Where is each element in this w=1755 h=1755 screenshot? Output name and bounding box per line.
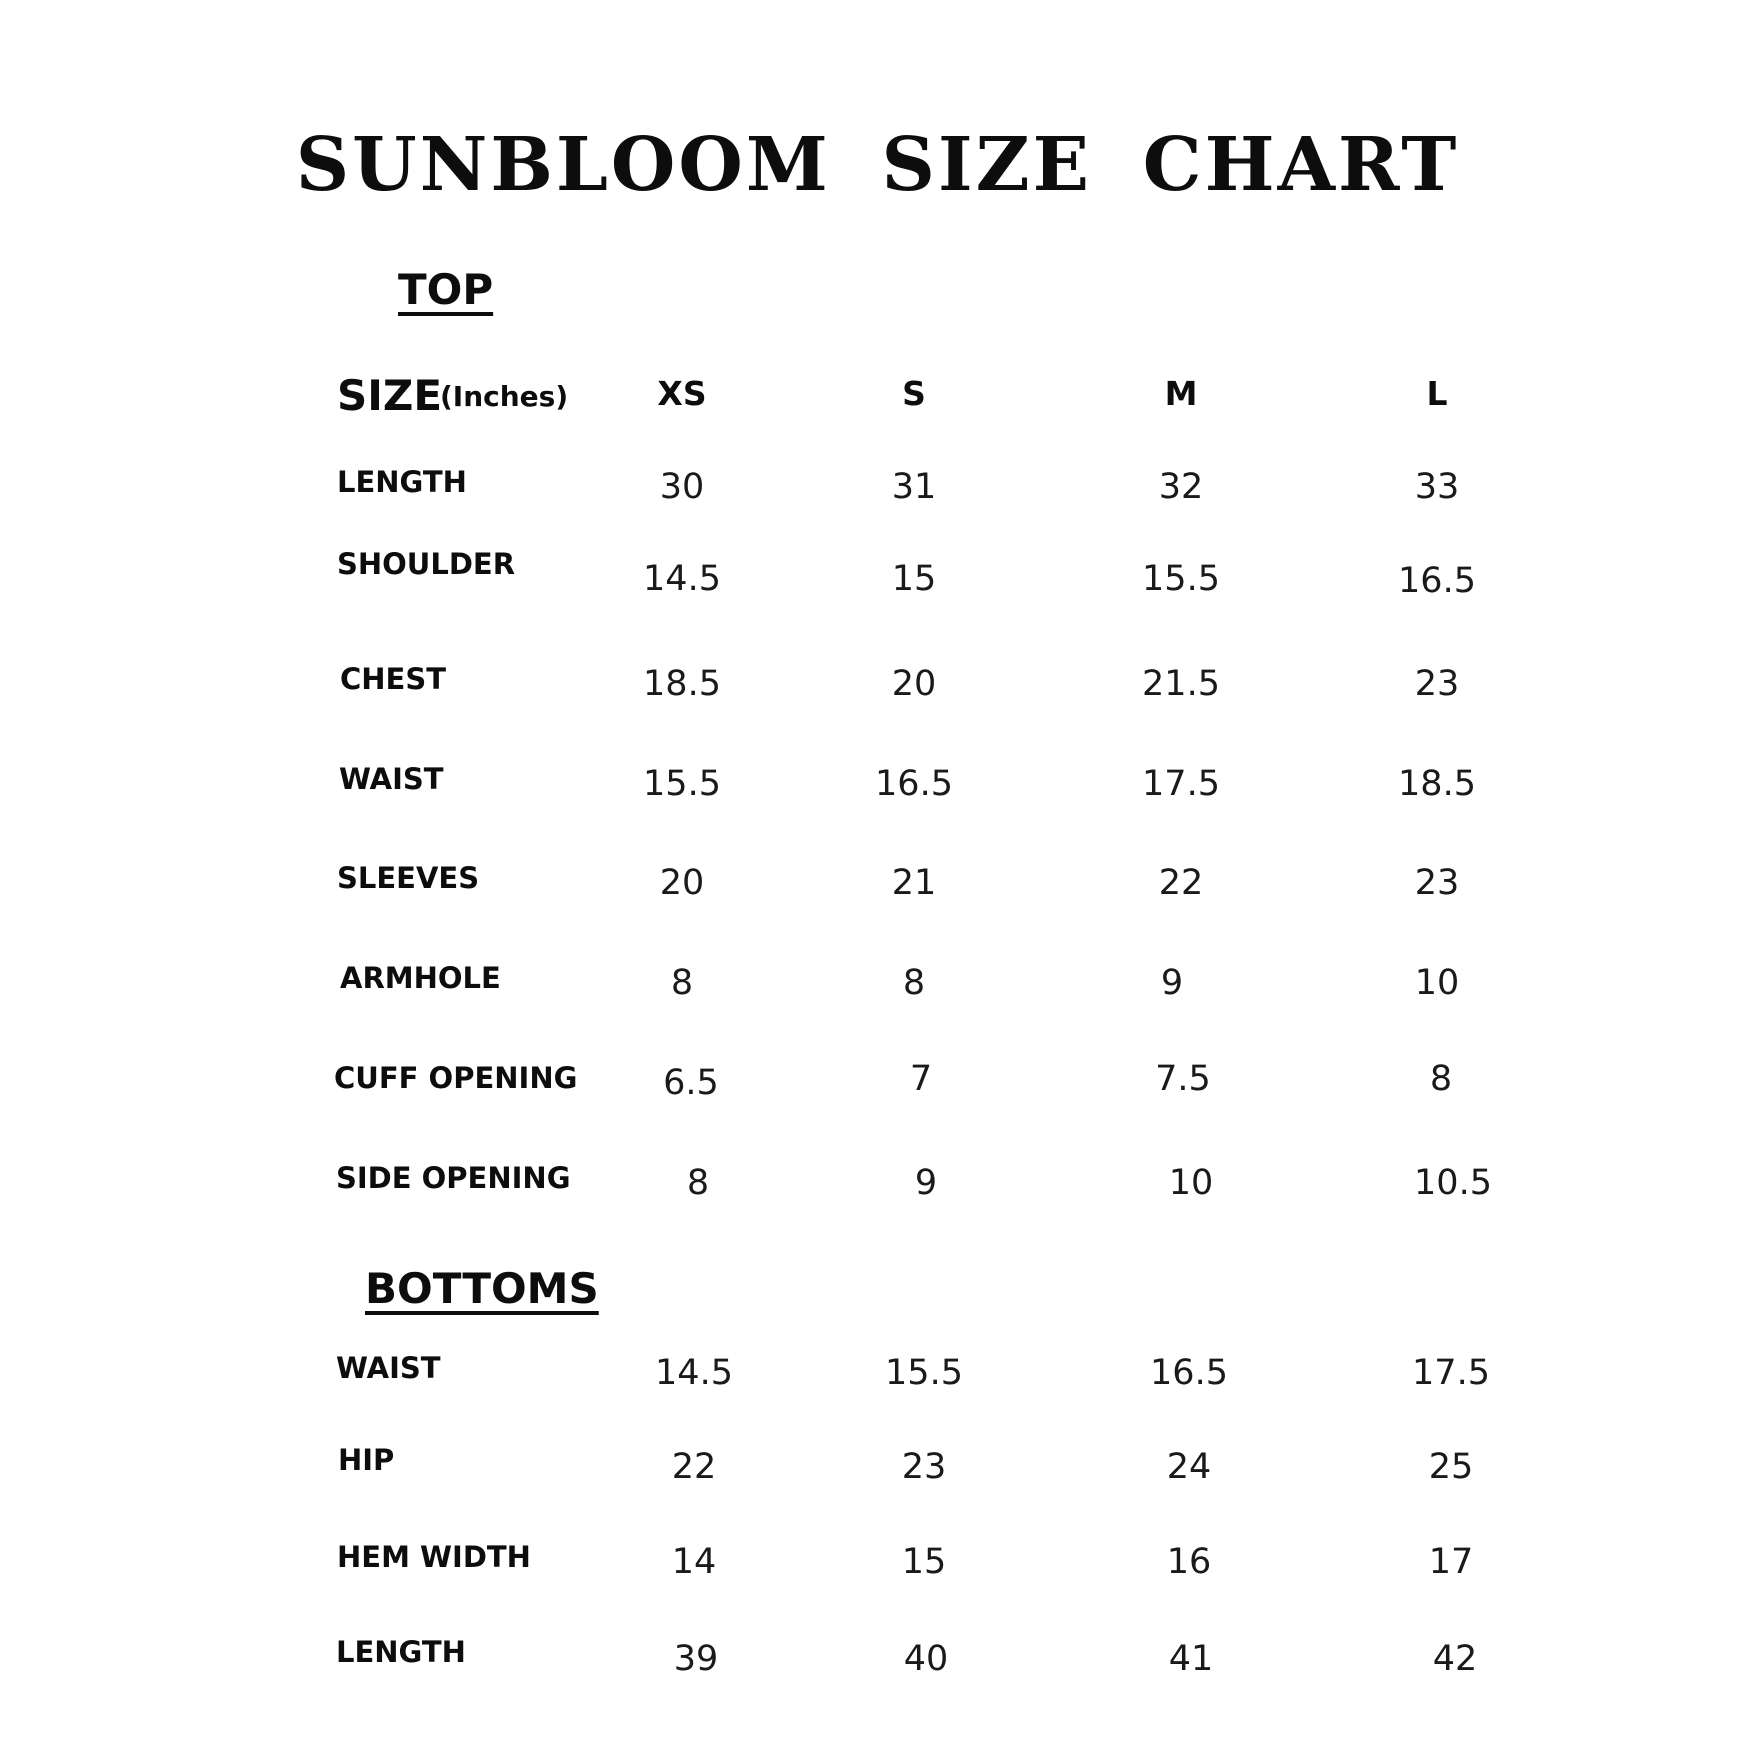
row-label: LENGTH — [336, 1635, 466, 1669]
cell-value: 6.5 — [663, 1063, 719, 1103]
row-label: CHEST — [340, 662, 447, 696]
cell-value: 16.5 — [1150, 1353, 1228, 1393]
cell-value: 10 — [1414, 963, 1460, 1003]
cell-value: 18.5 — [1398, 764, 1476, 804]
cell-value: 20 — [659, 863, 705, 903]
cell-value: 8 — [686, 1163, 710, 1203]
page-title: SUNBLOOM SIZE CHART — [295, 122, 1460, 208]
row-label: LENGTH — [337, 465, 467, 499]
cell-value: 22 — [671, 1447, 717, 1487]
row-label: HIP — [338, 1443, 395, 1477]
table-row — [0, 1161, 1755, 1224]
cell-value: 7.5 — [1155, 1059, 1211, 1099]
section-heading-bottoms: BOTTOMS — [365, 1264, 599, 1313]
cell-value: 23 — [1414, 863, 1460, 903]
table-row — [0, 961, 1755, 1024]
cell-value: 8 — [1429, 1059, 1453, 1099]
cell-value: 18.5 — [643, 664, 721, 704]
cell-value: 31 — [891, 467, 937, 507]
cell-value: 15 — [901, 1542, 947, 1582]
cell-value: 32 — [1158, 467, 1204, 507]
cell-value: 16 — [1166, 1542, 1212, 1582]
size-header-m: M — [1164, 374, 1198, 413]
row-label: WAIST — [336, 1351, 441, 1385]
cell-value: 21 — [891, 863, 937, 903]
cell-value: 33 — [1414, 467, 1460, 507]
cell-value: 9 — [914, 1163, 938, 1203]
table-row — [0, 1059, 1755, 1124]
cell-value: 14.5 — [655, 1353, 733, 1393]
unit-label: (Inches) — [440, 380, 569, 413]
table-row — [0, 762, 1755, 825]
cell-value: 17.5 — [1412, 1353, 1490, 1393]
cell-value: 15.5 — [1142, 559, 1220, 599]
cell-value: 30 — [659, 467, 705, 507]
cell-value: 10.5 — [1414, 1163, 1492, 1203]
cell-value: 14 — [671, 1542, 717, 1582]
cell-value: 9 — [1160, 963, 1184, 1003]
cell-value: 16.5 — [1398, 561, 1476, 601]
cell-value: 14.5 — [643, 559, 721, 599]
row-label: SIDE OPENING — [336, 1161, 571, 1195]
cell-value: 25 — [1428, 1447, 1474, 1487]
cell-value: 8 — [670, 963, 694, 1003]
cell-value: 42 — [1432, 1639, 1478, 1679]
cell-value: 8 — [902, 963, 926, 1003]
cell-value: 15.5 — [643, 764, 721, 804]
cell-value: 10 — [1168, 1163, 1214, 1203]
row-label: ARMHOLE — [340, 961, 501, 995]
table-row — [0, 547, 1755, 610]
cell-value: 15 — [891, 559, 937, 599]
size-header-s: S — [902, 374, 926, 413]
cell-value: 41 — [1168, 1639, 1214, 1679]
cell-value: 20 — [891, 664, 937, 704]
row-label: HEM WIDTH — [337, 1540, 531, 1574]
row-label: WAIST — [339, 762, 444, 796]
cell-value: 22 — [1158, 863, 1204, 903]
cell-value: 23 — [901, 1447, 947, 1487]
row-label: SHOULDER — [337, 547, 516, 581]
cell-value: 24 — [1166, 1447, 1212, 1487]
table-row — [0, 1635, 1755, 1698]
size-label: SIZE — [337, 371, 443, 420]
table-row — [0, 861, 1755, 924]
table-row — [0, 662, 1755, 725]
row-label: CUFF OPENING — [334, 1061, 578, 1095]
table-row — [0, 1540, 1755, 1603]
cell-value: 21.5 — [1142, 664, 1220, 704]
cell-value: 40 — [903, 1639, 949, 1679]
cell-value: 7 — [909, 1059, 933, 1099]
cell-value: 15.5 — [885, 1353, 963, 1393]
size-header-row — [0, 371, 1755, 435]
table-row — [0, 1351, 1755, 1414]
table-row — [0, 465, 1755, 528]
cell-value: 39 — [673, 1639, 719, 1679]
size-header-l: L — [1426, 374, 1448, 413]
section-heading-top: TOP — [398, 265, 494, 314]
table-row — [0, 1443, 1755, 1506]
row-label: SLEEVES — [337, 861, 480, 895]
cell-value: 17.5 — [1142, 764, 1220, 804]
cell-value: 23 — [1414, 664, 1460, 704]
cell-value: 16.5 — [875, 764, 953, 804]
cell-value: 17 — [1428, 1542, 1474, 1582]
size-header-xs: XS — [657, 374, 707, 413]
